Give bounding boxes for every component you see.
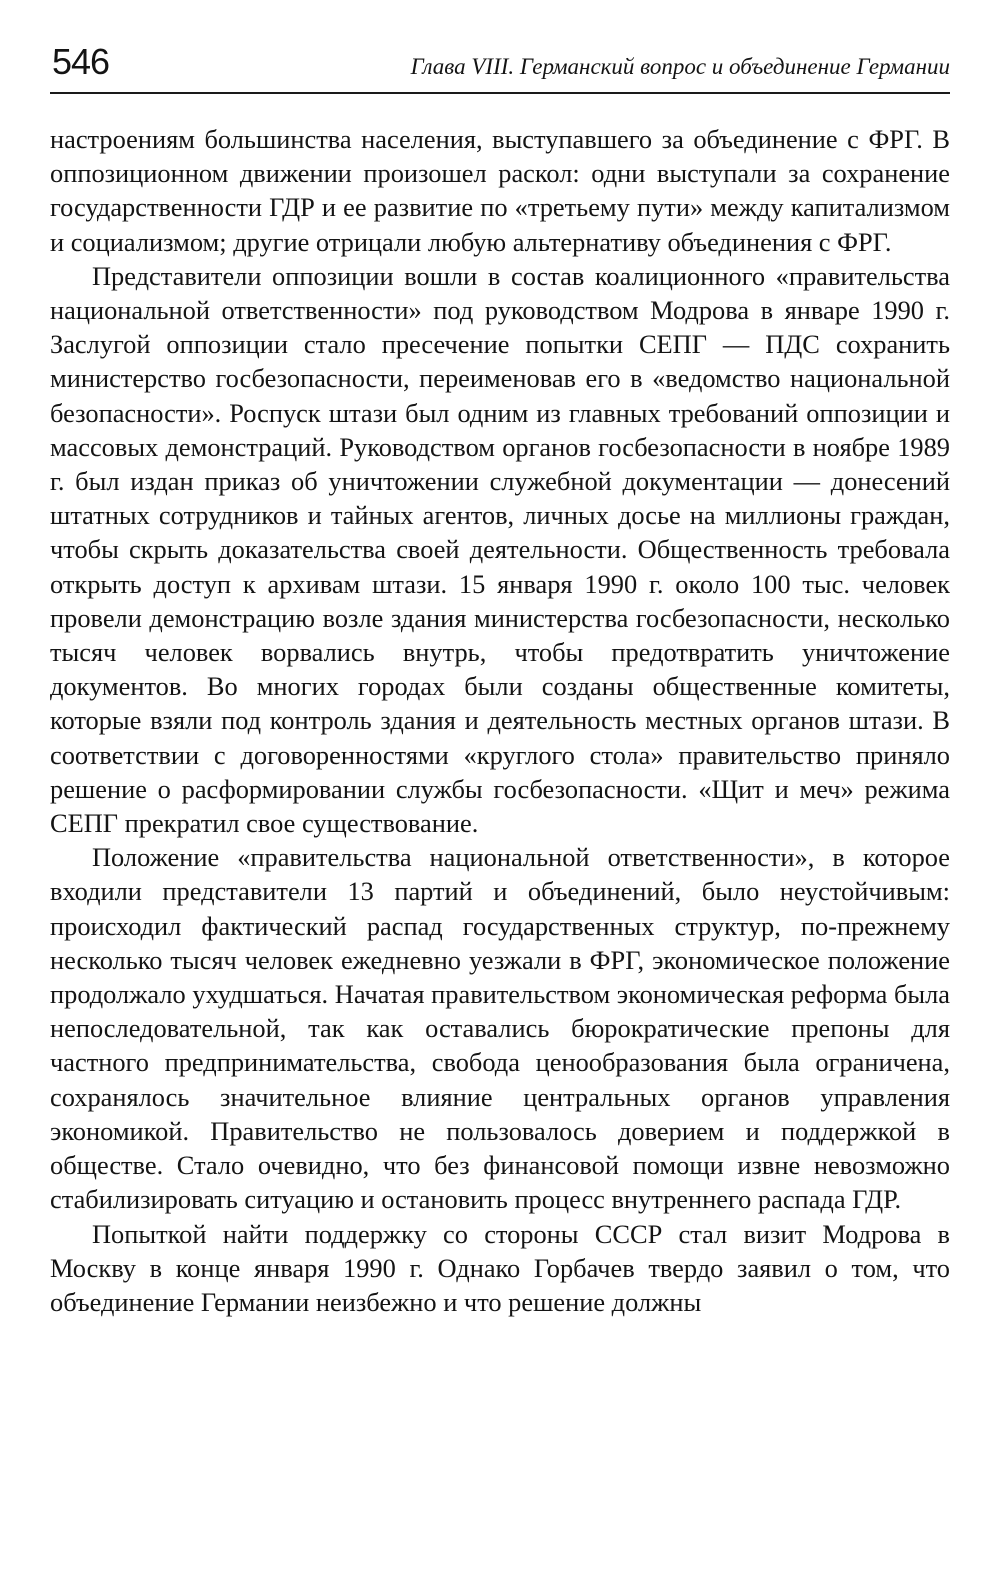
paragraph: Попыткой найти поддержку со стороны СССР стал визит Модрова в Москву в конце января 1990 г. Однако Горбачев твердо заявил о том, что объединение Германии неизбежно и что решение должны [50, 1218, 950, 1317]
paragraph: Положение «правительства национальной ответственности», в которое входили представители 13 партий и объединений, было неустойчивым: происходил фактический распад государственных структур, по-прежнему несколько тысяч человек ежедневно уезжали в ФРГ, экономическое положение продолжало ухудшаться. Начатая правительством экономическая реформа была непоследовательной, так как оставались бюрократические препоны для частного предпринимательства, свобода ценообразования была ограничена, сохранялось значительное влияние центральных органов управления экономикой. Правительство не пользовалось доверием и поддержкой в обществе. Стало очевидно, что без финансовой помощи извне невозможно стабилизировать ситуацию и остановить процесс внутреннего распада ГДР. [50, 842, 950, 1215]
running-title: Глава VIII. Германский вопрос и объединение Германии [410, 54, 950, 79]
page-header [50, 38, 950, 94]
paragraph-continuation: настроениям большинства населения, выступавшего за объединение с ФРГ. В оппозиционном движении произошел раскол: одни выступали за сохранение государственности ГДР и ее развитие по «третьему пути» между капитализмом и социализмом; другие отрицали любую альтернативу объединения с ФРГ. [50, 124, 950, 257]
page-number: 546 [52, 41, 110, 82]
book-page [50, 38, 950, 1319]
body-text [50, 122, 950, 1319]
paragraph: Представители оппозиции вошли в состав коалиционного «правительства национальной ответственности» под руководством Модрова в январе 1990 г. Заслугой оппозиции стало пресечение попытки СЕПГ — ПДС сохранить министерство госбезопасности, переименовав его в «ведомство национальной безопасности». Роспуск штази был одним из главных требований оппозиции и массовых демонстраций. Руководством органов госбезопасности в ноябре 1989 г. был издан приказ об уничтожении служебной документации — донесений штатных сотрудников и тайных агентов, личных досье на миллионы граждан, чтобы скрыть доказательства своей деятельности. Общественность требовала открыть доступ к архивам штази. 15 января 1990 г. около 100 тыс. человек провели демонстрацию возле здания министерства госбезопасности, несколько тысяч человек ворвались внутрь, чтобы предотвратить уничтожение документов. Во многих городах были созданы общественные комитеты, которые взяли под контроль здания и деятельность местных органов штази. В соответствии с договоренностями «круглого стола» правительство приняло решение о расформировании службы госбезопасности. «Щит и меч» режима СЕПГ прекратил свое существование. [50, 260, 950, 839]
